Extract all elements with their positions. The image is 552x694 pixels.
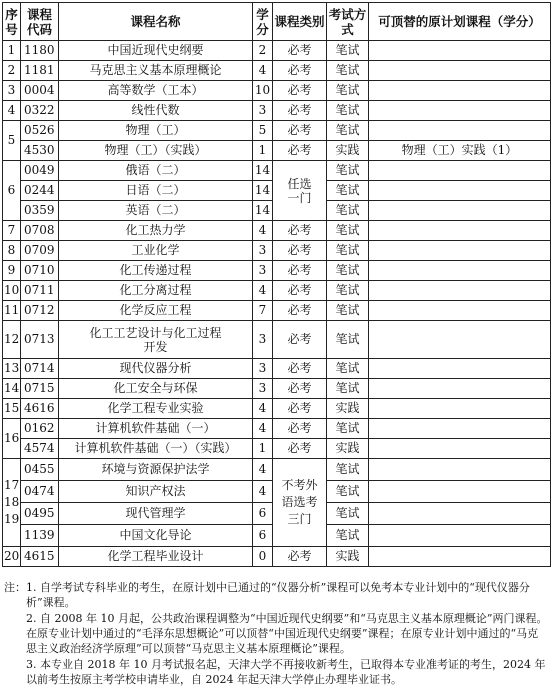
cell-replace (369, 221, 551, 241)
cell-credit: 5 (253, 121, 273, 141)
cell-type: 必考 (273, 439, 327, 459)
cell-exam: 笔试 (327, 359, 369, 379)
table-row (3, 379, 551, 399)
cell-code: 0455 (21, 459, 59, 481)
cell-replace (369, 439, 551, 459)
cell-code: 0322 (21, 101, 59, 121)
cell-credit: 3 (253, 261, 273, 281)
cell-credit: 6 (253, 503, 273, 525)
cell-name: 化工传递过程 (59, 261, 253, 281)
cell-credit: 1 (253, 141, 273, 161)
cell-code: 0004 (21, 81, 59, 101)
cell-type: 必考 (273, 419, 327, 439)
cell-no: 16 (3, 419, 21, 459)
cell-name: 化工热力学 (59, 221, 253, 241)
cell-exam: 笔试 (327, 61, 369, 81)
cell-code: 0474 (21, 481, 59, 503)
cell-code: 0711 (21, 281, 59, 301)
cell-type: 必考 (273, 547, 327, 567)
cell-exam: 笔试 (327, 459, 369, 481)
cell-code: 1180 (21, 41, 59, 61)
cell-replace (369, 161, 551, 181)
cell-name: 化学反应工程 (59, 301, 253, 321)
cell-type: 必考 (273, 399, 327, 419)
cell-credit: 14 (253, 181, 273, 201)
course-table (2, 2, 551, 567)
cell-code: 0715 (21, 379, 59, 399)
header-name: 课程名称 (59, 3, 253, 41)
cell-no: 13 (3, 359, 21, 379)
cell-code: 0359 (21, 201, 59, 221)
notes-section (4, 580, 548, 688)
cell-type: 必考 (273, 301, 327, 321)
cell-code: 0162 (21, 419, 59, 439)
table-row (3, 241, 551, 261)
cell-exam: 笔试 (327, 419, 369, 439)
cell-name: 俄语（二） (59, 161, 253, 181)
cell-replace (369, 547, 551, 567)
cell-exam: 笔试 (327, 281, 369, 301)
cell-type: 必考 (273, 359, 327, 379)
cell-code: 4574 (21, 439, 59, 459)
cell-credit: 3 (253, 379, 273, 399)
cell-exam: 笔试 (327, 41, 369, 61)
cell-replace (369, 61, 551, 81)
cell-type: 必考 (273, 81, 327, 101)
cell-no: 3 (3, 81, 21, 101)
cell-no: 8 (3, 241, 21, 261)
cell-no: 5 (3, 121, 21, 161)
cell-name: 化工分离过程 (59, 281, 253, 301)
cell-name: 化学工程专业实验 (59, 399, 253, 419)
cell-exam: 笔试 (327, 321, 369, 359)
cell-no: 11 (3, 301, 21, 321)
cell-credit: 4 (253, 399, 273, 419)
cell-replace (369, 241, 551, 261)
cell-no: 2 (3, 61, 21, 81)
cell-replace (369, 459, 551, 481)
table-row (3, 101, 551, 121)
table-row (3, 141, 551, 161)
table-row (3, 321, 551, 359)
cell-exam: 实践 (327, 399, 369, 419)
cell-credit: 0 (253, 547, 273, 567)
note-1 (4, 580, 548, 610)
cell-type: 必考 (273, 141, 327, 161)
cell-code: 0526 (21, 121, 59, 141)
cell-type: 必考 (273, 379, 327, 399)
note-2-text: 2. 自 2008 年 10 月起，公共政治课程调整为“中国近现代史纲要”和“马克思主义基本原理概论”两门课程。在原专业计划中通过的“毛泽东思想概论”可以顶替“中国近现代史纲要”课程；在原专业计划中通过的“马克思主义政治经济学原理”可以顶替“马克思主义基本原理概论”课程。 (26, 612, 548, 655)
table-row (3, 281, 551, 301)
cell-exam: 笔试 (327, 121, 369, 141)
table-row (3, 301, 551, 321)
cell-exam: 笔试 (327, 161, 369, 181)
cell-no: 20 (3, 547, 21, 567)
cell-credit: 3 (253, 359, 273, 379)
cell-no: 12 (3, 321, 21, 359)
cell-code: 0495 (21, 503, 59, 525)
cell-type: 任选一门 (273, 161, 327, 221)
cell-name: 日语（二） (59, 181, 253, 201)
cell-code: 4615 (21, 547, 59, 567)
cell-replace (369, 41, 551, 61)
cell-code: 0708 (21, 221, 59, 241)
table-row (3, 161, 551, 181)
cell-exam: 笔试 (327, 181, 369, 201)
cell-code: 0709 (21, 241, 59, 261)
cell-name: 知识产权法 (59, 481, 253, 503)
table-row (3, 221, 551, 241)
cell-name: 线性代数 (59, 101, 253, 121)
cell-name: 中国近现代史纲要 (59, 41, 253, 61)
cell-code: 0712 (21, 301, 59, 321)
cell-code: 0714 (21, 359, 59, 379)
cell-name: 化学工程毕业设计 (59, 547, 253, 567)
table-row (3, 419, 551, 439)
cell-credit: 4 (253, 459, 273, 481)
cell-credit: 14 (253, 161, 273, 181)
table-row (3, 41, 551, 61)
cell-replace (369, 201, 551, 221)
cell-name: 物理（工）（实践） (59, 141, 253, 161)
cell-replace (369, 301, 551, 321)
cell-exam: 笔试 (327, 201, 369, 221)
cell-type: 必考 (273, 101, 327, 121)
cell-credit: 10 (253, 81, 273, 101)
cell-code: 4530 (21, 141, 59, 161)
cell-code: 1181 (21, 61, 59, 81)
cell-credit: 3 (253, 241, 273, 261)
cell-exam: 实践 (327, 141, 369, 161)
cell-replace (369, 503, 551, 525)
cell-exam: 笔试 (327, 525, 369, 547)
cell-exam: 笔试 (327, 241, 369, 261)
cell-type: 不考外语选考三门 (273, 459, 327, 547)
header-credit: 学分 (253, 3, 273, 41)
cell-code: 0713 (21, 321, 59, 359)
table-row (3, 439, 551, 459)
cell-replace (369, 481, 551, 503)
cell-replace (369, 261, 551, 281)
cell-credit: 7 (253, 301, 273, 321)
table-row (3, 399, 551, 419)
cell-replace (369, 81, 551, 101)
header-code: 课程代码 (21, 3, 59, 41)
cell-name: 高等数学（工本） (59, 81, 253, 101)
header-type: 课程类别 (273, 3, 327, 41)
cell-no: 4 (3, 101, 21, 121)
table-row (3, 359, 551, 379)
cell-code: 0244 (21, 181, 59, 201)
cell-code: 4616 (21, 399, 59, 419)
cell-name: 马克思主义基本原理概论 (59, 61, 253, 81)
table-row (3, 81, 551, 101)
cell-name: 计算机软件基础（一）（实践） (59, 439, 253, 459)
cell-replace (369, 419, 551, 439)
cell-code: 0049 (21, 161, 59, 181)
cell-name: 化工安全与环保 (59, 379, 253, 399)
cell-replace (369, 321, 551, 359)
cell-replace (369, 121, 551, 141)
cell-replace (369, 525, 551, 547)
cell-type: 必考 (273, 61, 327, 81)
cell-credit: 2 (253, 41, 273, 61)
cell-credit: 4 (253, 221, 273, 241)
cell-credit: 4 (253, 419, 273, 439)
cell-no: 14 (3, 379, 21, 399)
cell-name: 现代管理学 (59, 503, 253, 525)
header-exam: 考试方式 (327, 3, 369, 41)
cell-credit: 1 (253, 439, 273, 459)
cell-exam: 笔试 (327, 481, 369, 503)
table-row (3, 61, 551, 81)
cell-type: 必考 (273, 121, 327, 141)
cell-exam: 实践 (327, 547, 369, 567)
cell-name: 现代仪器分析 (59, 359, 253, 379)
cell-credit: 4 (253, 281, 273, 301)
cell-code: 0710 (21, 261, 59, 281)
cell-exam: 笔试 (327, 301, 369, 321)
cell-no: 1 (3, 41, 21, 61)
cell-name: 中国文化导论 (59, 525, 253, 547)
notes-label: 注： (4, 581, 26, 594)
header-replace: 可顶替的原计划课程（学分） (369, 3, 551, 41)
cell-exam: 笔试 (327, 379, 369, 399)
cell-credit: 3 (253, 101, 273, 121)
cell-type: 必考 (273, 281, 327, 301)
cell-type: 必考 (273, 241, 327, 261)
cell-no: 15 (3, 399, 21, 419)
cell-code: 1139 (21, 525, 59, 547)
cell-name: 物理（工） (59, 121, 253, 141)
cell-replace (369, 181, 551, 201)
cell-replace (369, 101, 551, 121)
cell-name: 环境与资源保护法学 (59, 459, 253, 481)
cell-replace: 物理（工）实践（1） (369, 141, 551, 161)
table-row (3, 459, 551, 481)
cell-name: 计算机软件基础（一） (59, 419, 253, 439)
cell-replace (369, 281, 551, 301)
cell-exam: 笔试 (327, 261, 369, 281)
cell-replace (369, 399, 551, 419)
cell-no: 9 (3, 261, 21, 281)
table-row (3, 121, 551, 141)
cell-no: 17 18 19 (3, 459, 21, 547)
cell-type: 必考 (273, 41, 327, 61)
header-no: 序号 (3, 3, 21, 41)
cell-exam: 笔试 (327, 503, 369, 525)
cell-no: 6 (3, 161, 21, 221)
cell-replace (369, 359, 551, 379)
cell-exam: 笔试 (327, 101, 369, 121)
cell-name: 英语（二） (59, 201, 253, 221)
cell-credit: 4 (253, 481, 273, 503)
cell-exam: 笔试 (327, 81, 369, 101)
cell-type: 必考 (273, 221, 327, 241)
cell-no: 10 (3, 281, 21, 301)
note-3-text: 3. 本专业自 2018 年 10 月考试报名起，天津大学不再接收新考生，已取得本专业准考证的考生，2024 年以前考生按原主考学校申请毕业，自 2024 年起天津大学停止办理毕业证书。 (26, 658, 546, 686)
cell-type: 必考 (273, 261, 327, 281)
cell-credit: 6 (253, 525, 273, 547)
cell-exam: 笔试 (327, 221, 369, 241)
note-1-text: 1. 自学考试专科毕业的考生，在原计划中已通过的“仪器分析”课程可以免考本专业计划中的“现代仪器分析”课程。 (26, 581, 530, 609)
cell-name: 工业化学 (59, 241, 253, 261)
table-header-row (3, 3, 551, 41)
cell-credit: 4 (253, 61, 273, 81)
note-3 (4, 657, 548, 687)
cell-credit: 3 (253, 321, 273, 359)
cell-name: 化工工艺设计与化工过程开发 (59, 321, 253, 359)
cell-type: 必考 (273, 321, 327, 359)
note-2 (4, 611, 548, 656)
table-row (3, 261, 551, 281)
table-row (3, 547, 551, 567)
cell-no: 7 (3, 221, 21, 241)
cell-credit: 14 (253, 201, 273, 221)
cell-replace (369, 379, 551, 399)
cell-exam: 实践 (327, 439, 369, 459)
